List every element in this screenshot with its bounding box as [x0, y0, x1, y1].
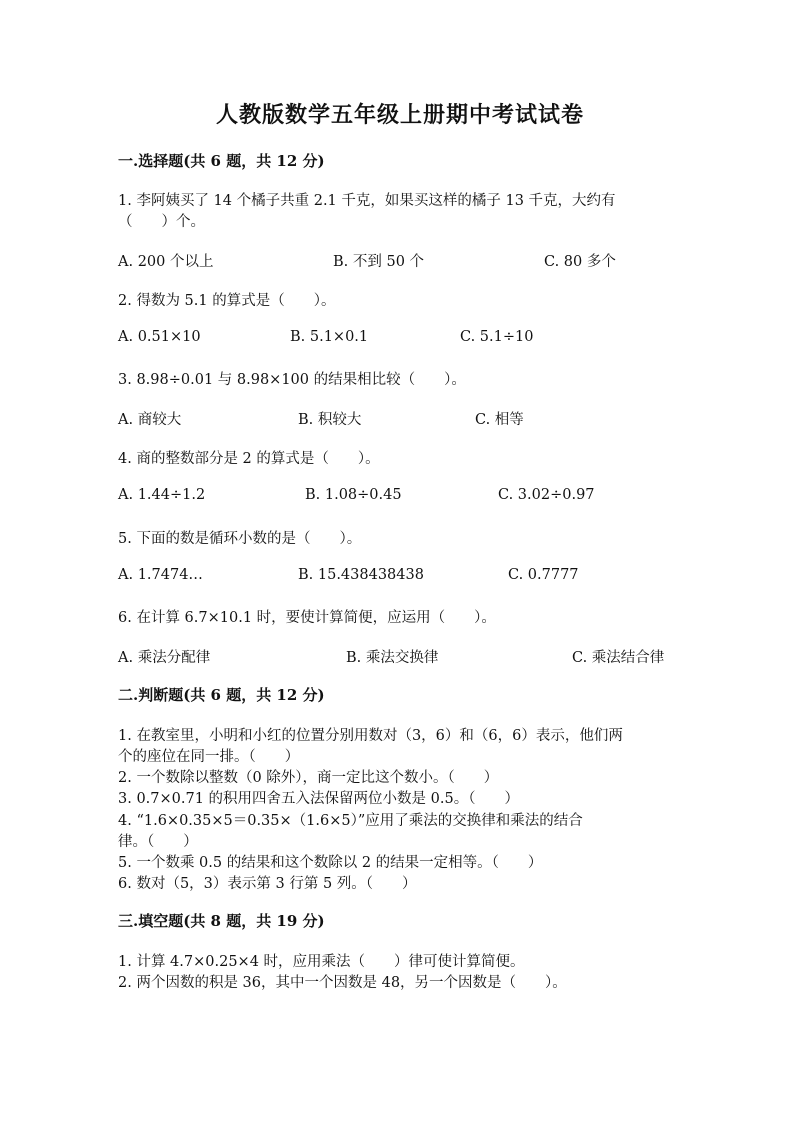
option-b: B. 不到 50 个 — [333, 254, 425, 270]
question-text: 1. 在教室里，小明和小红的位置分别用数对（3，6）和（6，6）表示，他们两 — [118, 728, 623, 744]
question-text: 1. 计算 4.7×0.25×4 时，应用乘法（ ）律可使计算简便。 — [118, 954, 525, 970]
option-a: A. 1.44÷1.2 — [118, 487, 206, 503]
question-text: 4. “1.6×0.35×5＝0.35×（1.6×5）”应用了乘法的交换律和乘法的结合 — [118, 813, 583, 829]
option-b: B. 乘法交换律 — [346, 650, 439, 666]
question-text: 6. 数对（5，3）表示第 3 行第 5 列。（ ） — [118, 876, 417, 892]
option-c: C. 乘法结合律 — [572, 650, 665, 666]
option-a: A. 200 个以上 — [118, 254, 214, 270]
question-text: 5. 下面的数是循环小数的是（ ）。 — [118, 531, 362, 547]
question-text: 律。（ ） — [118, 834, 198, 850]
option-b: B. 1.08÷0.45 — [305, 487, 402, 503]
page-title: 人教版数学五年级上册期中考试试卷 — [215, 102, 584, 128]
question-text: 4. 商的整数部分是 2 的算式是（ ）。 — [118, 451, 380, 467]
option-c: C. 0.7777 — [508, 567, 579, 583]
option-b: B. 积较大 — [298, 412, 362, 428]
option-c: C. 3.02÷0.97 — [498, 487, 595, 503]
question-text: 2. 得数为 5.1 的算式是（ ）。 — [118, 293, 336, 309]
question-text: 5. 一个数乘 0.5 的结果和这个数除以 2 的结果一定相等。（ ） — [118, 855, 543, 871]
section-heading-choice: 一.选择题(共 6 题，共 12 分) — [118, 152, 325, 170]
option-b: B. 5.1×0.1 — [290, 329, 369, 345]
option-a: A. 1.7474… — [118, 567, 203, 583]
question-text: 2. 两个因数的积是 36，其中一个因数是 48，另一个因数是（ ）。 — [118, 975, 567, 991]
option-c: C. 80 多个 — [544, 254, 616, 270]
question-text: 3. 0.7×0.71 的积用四舍五入法保留两位小数是 0.5。（ ） — [118, 791, 519, 807]
question-text: 1. 李阿姨买了 14 个橘子共重 2.1 千克，如果买这样的橘子 13 千克，大约有 — [118, 193, 616, 209]
question-text: 3. 8.98÷0.01 与 8.98×100 的结果相比较（ ）。 — [118, 372, 466, 388]
option-c: C. 5.1÷10 — [460, 329, 534, 345]
section-heading-judge: 二.判断题(共 6 题，共 12 分) — [118, 686, 325, 704]
option-b: B. 15.438438438 — [298, 567, 424, 583]
section-heading-fill: 三.填空题(共 8 题，共 19 分) — [118, 912, 325, 930]
option-a: A. 乘法分配律 — [118, 650, 211, 666]
option-a: A. 0.51×10 — [118, 329, 201, 345]
question-text: 2. 一个数除以整数（0 除外），商一定比这个数小。（ ） — [118, 770, 499, 786]
question-text: （ ）个。 — [118, 214, 205, 230]
option-a: A. 商较大 — [118, 412, 182, 428]
question-text: 个的座位在同一排。（ ） — [118, 749, 300, 765]
option-c: C. 相等 — [475, 412, 524, 428]
question-text: 6. 在计算 6.7×10.1 时，要使计算简便，应运用（ ）。 — [118, 610, 496, 626]
